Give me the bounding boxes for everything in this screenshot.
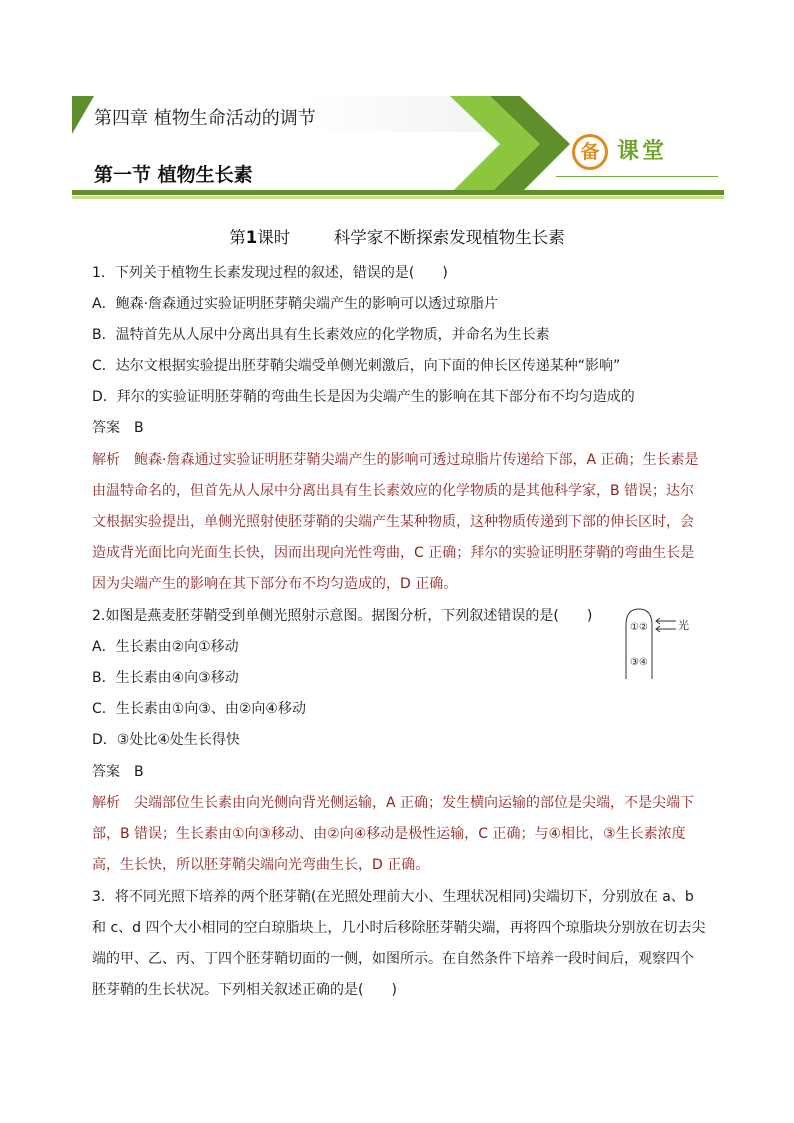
coleoptile-diagram <box>620 603 700 681</box>
lesson-number: 1 <box>245 228 258 247</box>
section-title: 第一节 植物生长素 <box>94 164 253 186</box>
badge-label: 课堂 <box>617 139 668 164</box>
q1-answer: 答案 B <box>92 420 144 436</box>
page-header <box>72 96 724 206</box>
chapter-corner-mark <box>72 96 94 134</box>
q1-analysis-line: 由温特命名的，但首先从人尿中分离出具有生长素效应的化学物质的是其他科学家，B 错误；达尔 <box>92 483 695 499</box>
q3-stem-line: 端的甲、乙、丙、丁四个胚芽鞘切面的一侧，如图所示。在自然条件下培养一段时间后，观察四个 <box>92 951 694 967</box>
lesson-prefix: 第 <box>229 228 246 247</box>
figure-bottom-labels: ③④ <box>630 657 648 668</box>
figure-top-labels: ①② <box>630 622 648 633</box>
q2-stem: 2.如图是燕麦胚芽鞘受到单侧光照射示意图。据图分析，下列叙述错误的是( ) <box>92 608 593 624</box>
chevron-arrow-icon <box>450 96 590 194</box>
badge-icon: 备 <box>572 134 608 170</box>
badge-underline <box>556 176 718 177</box>
lesson-suffix: 课时 <box>257 228 291 247</box>
q2-analysis-line: 高，生长快，所以胚芽鞘尖端向光弯曲生长，D 正确。 <box>92 857 430 873</box>
lesson-name: 科学家不断探索发现植物生长素 <box>333 228 565 247</box>
q1-analysis-line: 造成背光面比向光面生长快，因而出现向光性弯曲，C 正确；拜尔的实验证明胚芽鞘的弯曲生长是 <box>92 545 695 561</box>
q2-option-d: D．③处比④处生长得快 <box>92 732 240 748</box>
q1-option-b: B．温特首先从人尿中分离出具有生长素效应的化学物质，并命名为生长素 <box>92 327 550 343</box>
light-label: 光 <box>678 619 689 632</box>
header-rule <box>72 190 724 195</box>
q1-analysis-line: 文根据实验提出，单侧光照射使胚芽鞘的尖端产生某种物质，这种物质传递到下部的伸长区时，会 <box>92 514 694 530</box>
q2-answer: 答案 B <box>92 764 144 780</box>
q1-option-d: D．拜尔的实验证明胚芽鞘的弯曲生长是因为尖端产生的影响在其下部分布不均匀造成的 <box>92 389 635 405</box>
q3-stem-line: 3．将不同光照下培养的两个胚芽鞘(在光照处理前大小、生理状况相同)尖端切下，分别放在 a、b <box>92 889 694 905</box>
q1-option-c: C．达尔文根据实验提出胚芽鞘尖端受单侧光刺激后，向下面的伸长区传递某种“影响” <box>92 358 621 374</box>
q2-option-a: A．生长素由②向①移动 <box>92 639 239 655</box>
q2-analysis-line: 部，B 错误；生长素由①向③移动、由②向④移动是极性运输，C 正确；与④相比，③生长素浓度 <box>92 826 686 842</box>
q3-stem-line: 胚芽鞘的生长状况。下列相关叙述正确的是( ) <box>92 982 397 998</box>
q1-option-a: A．鲍森·詹森通过实验证明胚芽鞘尖端产生的影响可以透过琼脂片 <box>92 296 499 312</box>
lesson-title <box>0 224 794 248</box>
q3-stem-line: 和 c、d 四个大小相同的空白琼脂块上，几小时后移除胚芽鞘尖端，再将四个琼脂块分别放在切去尖 <box>92 920 706 936</box>
q2-option-b: B．生长素由④向③移动 <box>92 670 239 686</box>
q1-analysis-line: 因为尖端产生的影响在其下部分布不均匀造成的，D 正确。 <box>92 576 458 592</box>
q1-stem: 1．下列关于植物生长素发现过程的叙述，错误的是( ) <box>92 265 448 281</box>
chapter-title: 第四章 植物生命活动的调节 <box>94 108 316 129</box>
header-rule-light <box>72 196 724 199</box>
q2-option-c: C．生长素由①向③、由②向④移动 <box>92 701 306 717</box>
q1-analysis-line: 解析 鲍森·詹森通过实验证明胚芽鞘尖端产生的影响可透过琼脂片传递给下部，A 正确；生长素是 <box>92 452 699 468</box>
q2-analysis-line: 解析 尖端部位生长素由向光侧向背光侧运输，A 正确；发生横向运输的部位是尖端，不是尖端下 <box>92 795 695 811</box>
